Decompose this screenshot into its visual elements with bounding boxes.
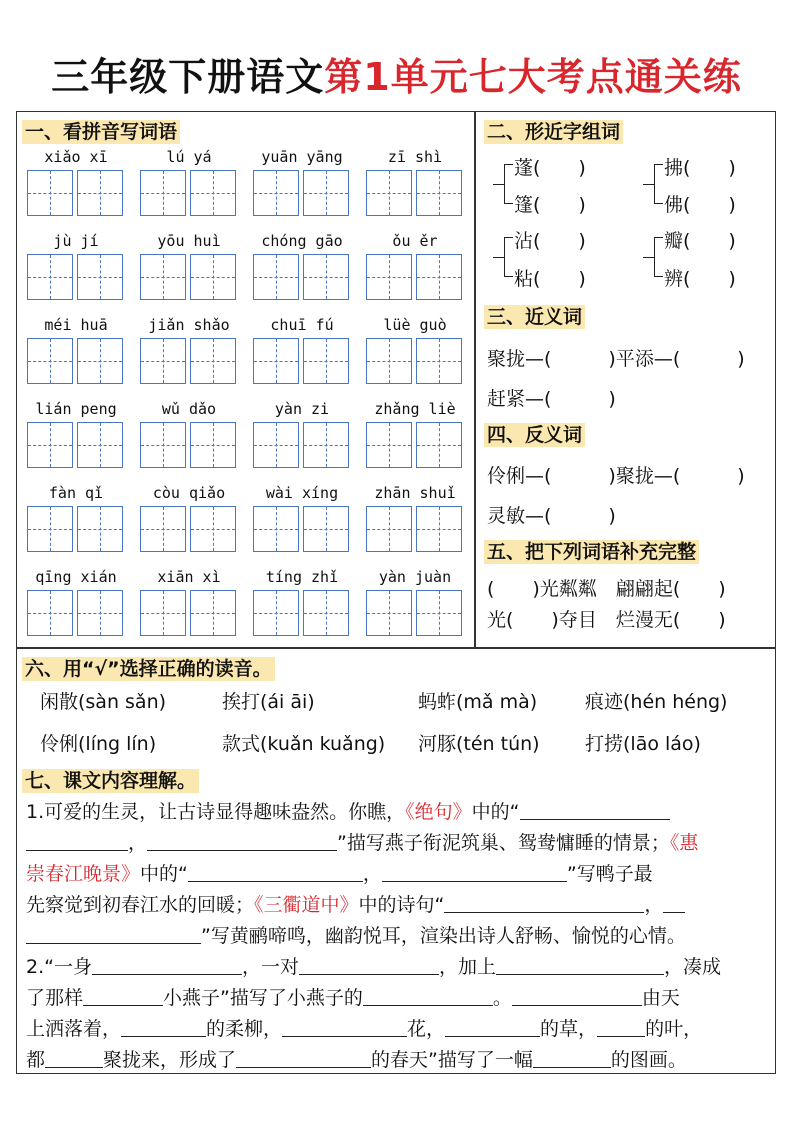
writing-box[interactable] — [366, 254, 412, 300]
answer-blank[interactable] — [445, 1018, 540, 1037]
passage-1-line: ”写黄鹂啼鸣，幽韵悦耳，渲染出诗人舒畅、愉悦的心情。 — [26, 921, 686, 948]
writing-box[interactable] — [303, 254, 349, 300]
writing-box[interactable] — [77, 338, 123, 384]
reading-choice[interactable]: 闲散(sàn sǎn) — [40, 691, 167, 713]
bracket — [504, 164, 513, 204]
answer-blank[interactable] — [363, 987, 493, 1006]
pinyin-label: chóng gāo — [261, 232, 343, 250]
answer-blank[interactable] — [663, 894, 685, 913]
answer-blank[interactable] — [121, 1018, 206, 1037]
section-divider — [16, 647, 776, 649]
pinyin-label: zhān shuǐ — [374, 484, 456, 502]
similar-char-item[interactable]: 粘( ) — [514, 268, 586, 290]
pinyin-label: lú yá — [166, 148, 212, 166]
answer-blank[interactable] — [512, 987, 642, 1006]
answer-blank[interactable] — [299, 956, 439, 975]
section-7-heading: 七、课文内容理解。 — [22, 766, 199, 793]
pinyin-label: fàn qǐ — [48, 484, 104, 502]
bracket — [654, 164, 663, 204]
section-4-heading: 四、反义词 — [484, 420, 585, 447]
writing-box[interactable] — [190, 254, 236, 300]
pinyin-label: còu qiǎo — [152, 484, 226, 502]
section-5-heading: 五、把下列词语补充完整 — [484, 537, 699, 564]
writing-box[interactable] — [253, 170, 299, 216]
pinyin-label: yàn zi — [274, 400, 330, 418]
section-1-heading: 一、看拼音写词语 — [22, 117, 180, 144]
answer-blank[interactable] — [83, 987, 163, 1006]
similar-char-item[interactable]: 篷( ) — [514, 194, 586, 216]
similar-char-item[interactable]: 拂( ) — [664, 157, 736, 179]
writing-box[interactable] — [140, 422, 186, 468]
answer-blank[interactable] — [188, 863, 363, 882]
writing-box[interactable] — [253, 506, 299, 552]
writing-box[interactable] — [366, 590, 412, 636]
section-3-heading: 三、近义词 — [484, 302, 585, 329]
writing-box[interactable] — [253, 590, 299, 636]
column-divider — [474, 111, 476, 648]
similar-char-item[interactable]: 蓬( ) — [514, 157, 586, 179]
writing-box[interactable] — [366, 338, 412, 384]
synonym-line[interactable]: 聚拢—( )平添—( ) — [487, 348, 745, 370]
similar-char-item[interactable]: 辨( ) — [664, 268, 736, 290]
similar-char-item[interactable]: 沾( ) — [514, 230, 586, 252]
writing-box[interactable] — [27, 170, 73, 216]
antonym-line[interactable]: 灵敏—( ) — [487, 505, 616, 527]
writing-box[interactable] — [366, 170, 412, 216]
writing-box[interactable] — [303, 338, 349, 384]
answer-blank[interactable] — [147, 832, 337, 851]
answer-blank[interactable] — [92, 956, 242, 975]
reading-choice[interactable]: 挨打(ái āi) — [222, 691, 315, 713]
writing-box[interactable] — [140, 170, 186, 216]
idiom-line[interactable]: 光( )夺目 烂漫无( ) — [487, 609, 726, 631]
writing-box[interactable] — [416, 338, 462, 384]
writing-box[interactable] — [140, 506, 186, 552]
passage-1-line: 先察觉到初春江水的回暖；《三衢道中》中的诗句“ ， — [26, 890, 685, 917]
writing-box[interactable] — [366, 506, 412, 552]
reading-choice[interactable]: 痕迹(hén héng) — [585, 691, 728, 713]
writing-box[interactable] — [77, 590, 123, 636]
reading-choice[interactable]: 河豚(tén tún) — [418, 733, 540, 755]
writing-box[interactable] — [27, 422, 73, 468]
writing-box[interactable] — [27, 338, 73, 384]
writing-box[interactable] — [190, 338, 236, 384]
writing-box[interactable] — [190, 170, 236, 216]
writing-box[interactable] — [416, 170, 462, 216]
writing-box[interactable] — [190, 506, 236, 552]
answer-blank[interactable] — [444, 894, 644, 913]
bracket — [504, 237, 513, 277]
writing-box[interactable] — [253, 338, 299, 384]
section-6-heading: 六、用“√”选择正确的读音。 — [22, 654, 275, 681]
writing-box[interactable] — [77, 506, 123, 552]
answer-blank[interactable] — [45, 1049, 103, 1068]
passage-1-line: 崇春江晚景》中的“ ， ”写鸭子最 — [26, 863, 653, 885]
writing-box[interactable] — [27, 506, 73, 552]
pinyin-label: yàn juàn — [378, 568, 452, 586]
pinyin-label: wài xíng — [265, 484, 339, 502]
answer-blank[interactable] — [26, 925, 201, 944]
pinyin-label: qīng xián — [35, 568, 117, 586]
answer-blank[interactable] — [496, 956, 664, 975]
passage-1-line: ， ”描写燕子衔泥筑巢、鸳鸯慵睡的情景；《惠 — [26, 828, 698, 855]
pinyin-label: jiǎn shǎo — [148, 316, 230, 334]
pinyin-label: tíng zhǐ — [265, 568, 339, 586]
writing-box[interactable] — [416, 254, 462, 300]
pinyin-label: wǔ dǎo — [161, 400, 217, 418]
similar-char-item[interactable]: 瓣( ) — [664, 230, 736, 252]
writing-box[interactable] — [303, 170, 349, 216]
answer-blank[interactable] — [597, 1018, 645, 1037]
passage-2-line: 都 聚拢来，形成了 的春天”描写了一幅 的图画。 — [26, 1049, 687, 1071]
reading-choice[interactable]: 蚂蚱(mǎ mà) — [418, 691, 538, 713]
writing-box[interactable] — [190, 590, 236, 636]
answer-blank[interactable] — [26, 832, 128, 851]
idiom-line[interactable]: ( )光粼粼 翩翩起( ) — [487, 578, 726, 600]
page-title: 三年级下册语文第1单元七大考点通关练 — [51, 55, 742, 99]
pinyin-label: ǒu ěr — [392, 232, 438, 250]
writing-box[interactable] — [27, 254, 73, 300]
writing-box[interactable] — [416, 590, 462, 636]
writing-box[interactable] — [366, 422, 412, 468]
writing-box[interactable] — [77, 170, 123, 216]
answer-blank[interactable] — [282, 1018, 407, 1037]
writing-box[interactable] — [253, 254, 299, 300]
pinyin-label: xiān xì — [157, 568, 221, 586]
writing-box[interactable] — [140, 254, 186, 300]
pinyin-label: xiǎo xī — [44, 148, 108, 166]
pinyin-label: lián peng — [35, 400, 117, 418]
reading-choice[interactable]: 伶俐(líng lín) — [40, 733, 157, 755]
writing-box[interactable] — [303, 422, 349, 468]
section-2-heading: 二、形近字组词 — [484, 117, 623, 144]
answer-blank[interactable] — [520, 801, 670, 820]
answer-blank[interactable] — [382, 863, 567, 882]
answer-blank[interactable] — [533, 1049, 611, 1068]
pinyin-label: yōu huì — [157, 232, 221, 250]
pinyin-label: zī shì — [387, 148, 443, 166]
reading-choice[interactable]: 款式(kuǎn kuǎng) — [222, 733, 386, 755]
passage-2-line: 2.“一身 ，一对 ，加上 ，凑成 — [26, 956, 722, 978]
pinyin-label: méi huā — [44, 316, 108, 334]
reading-choice[interactable]: 打捞(lāo láo) — [585, 733, 701, 755]
bracket — [654, 237, 663, 277]
synonym-line[interactable]: 赶紧—( ) — [487, 388, 616, 410]
pinyin-label: jù jí — [53, 232, 99, 250]
writing-box[interactable] — [253, 422, 299, 468]
passage-2-line: 了那样 小燕子”描写了小燕子的 。 由天 — [26, 987, 680, 1009]
writing-box[interactable] — [27, 590, 73, 636]
answer-blank[interactable] — [236, 1049, 371, 1068]
writing-box[interactable] — [190, 422, 236, 468]
writing-box[interactable] — [77, 254, 123, 300]
pinyin-label: chuī fú — [270, 316, 334, 334]
writing-box[interactable] — [416, 422, 462, 468]
pinyin-label: lüè guò — [383, 316, 447, 334]
antonym-line[interactable]: 伶俐—( )聚拢—( ) — [487, 465, 745, 487]
writing-box[interactable] — [77, 422, 123, 468]
writing-box[interactable] — [140, 590, 186, 636]
pinyin-label: yuān yāng — [261, 148, 343, 166]
passage-2-line: 上洒落着， 的柔柳， 花， 的草， 的叶， — [26, 1018, 703, 1040]
writing-box[interactable] — [140, 338, 186, 384]
passage-1-line: 1.可爱的生灵，让古诗显得趣味盎然。你瞧，《绝句》中的“ — [26, 797, 670, 824]
similar-char-item[interactable]: 佛( ) — [664, 194, 736, 216]
writing-box[interactable] — [303, 506, 349, 552]
writing-box[interactable] — [416, 506, 462, 552]
writing-box[interactable] — [303, 590, 349, 636]
pinyin-label: zhǎng liè — [374, 400, 456, 418]
